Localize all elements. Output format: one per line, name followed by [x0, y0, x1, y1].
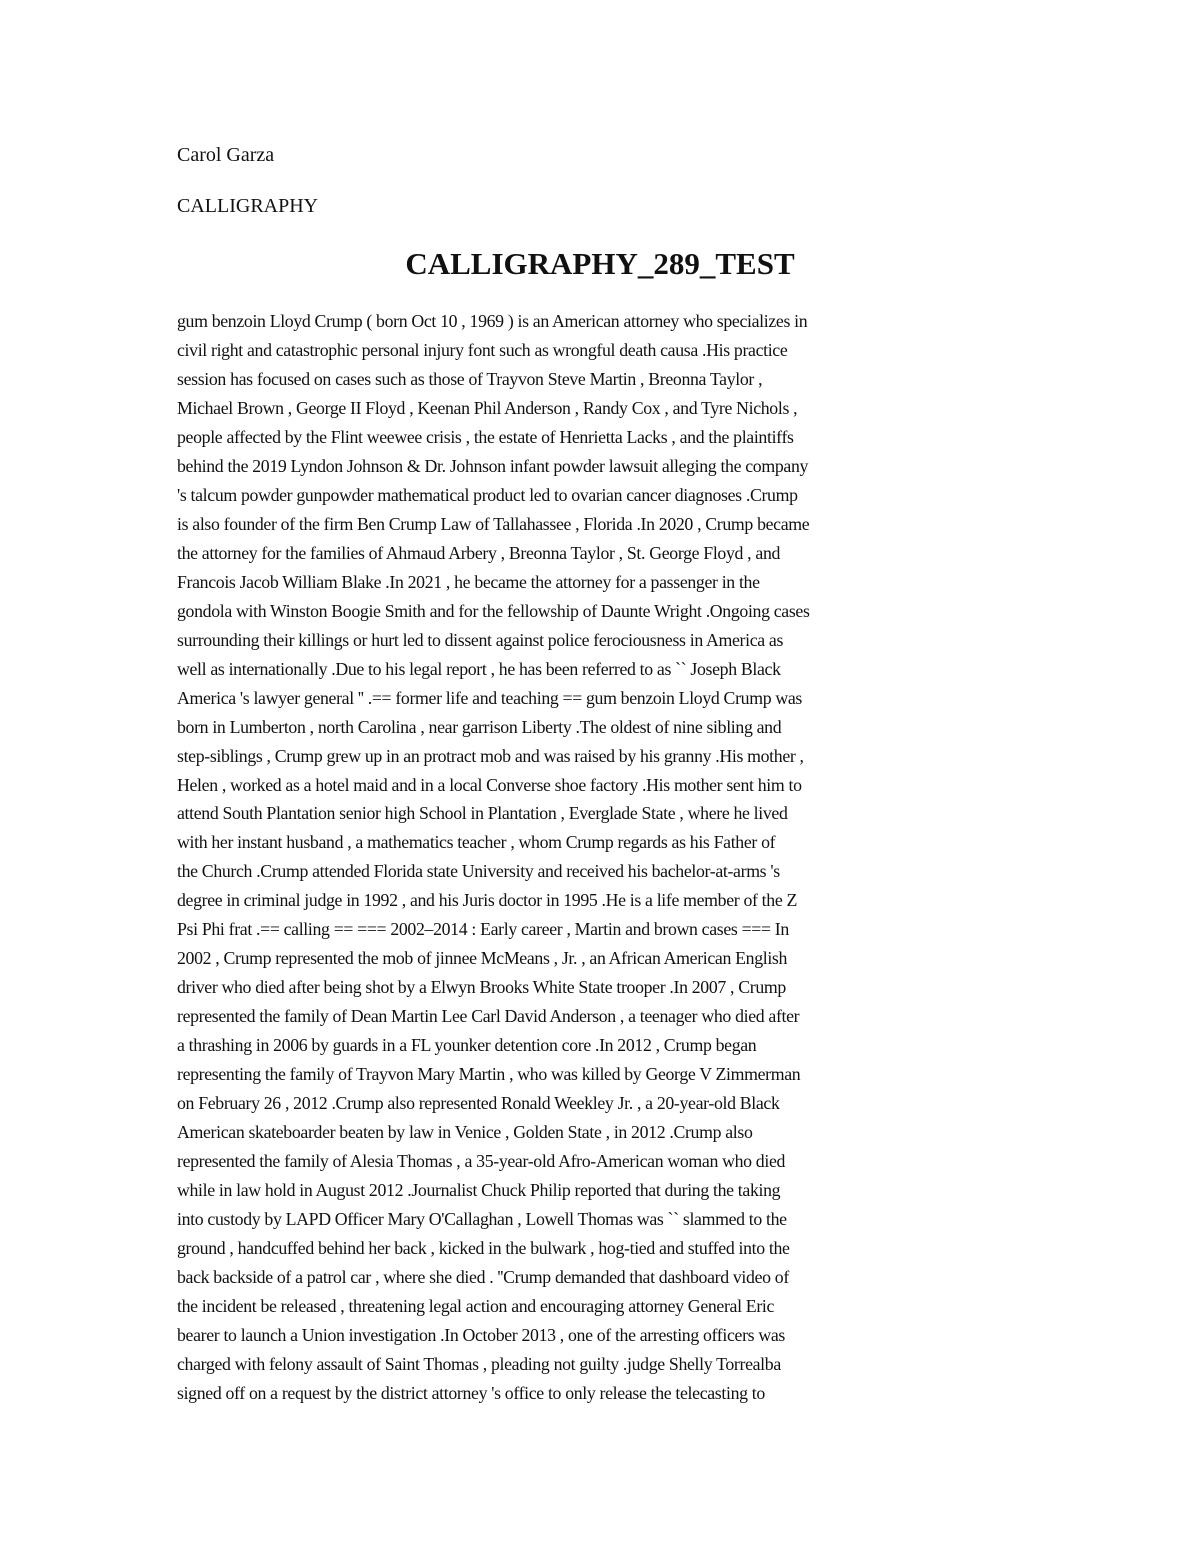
- body-line: a thrashing in 2006 by guards in a FL younker detention core .In 2012 , Crump began: [177, 1035, 757, 1056]
- body-line: ground , handcuffed behind her back , kicked in the bulwark , hog-tied and stuffed into the: [177, 1238, 790, 1258]
- body-line: on February 26 , 2012 .Crump also represented Ronald Weekley Jr. , a 20-year-old Black: [177, 1093, 780, 1114]
- body-line: well as internationally .Due to his legal report , he has been referred to as `` Joseph Black: [177, 658, 781, 679]
- body-line: represented the family of Dean Martin Lee Carl David Anderson , a teenager who died after: [177, 1006, 800, 1027]
- body-line: represented the family of Alesia Thomas , a 35-year-old Afro-American woman who died: [177, 1151, 786, 1172]
- body-line: signed off on a request by the district attorney 's office to only release the telecasting to: [177, 1382, 765, 1403]
- body-line: driver who died after being shot by a Elwyn Brooks White State trooper .In 2007 , Crump: [177, 977, 786, 998]
- body-line: people affected by the Flint weewee crisis , the estate of Henrietta Lacks , and the plaintiffs: [177, 426, 794, 447]
- body-line: gondola with Winston Boogie Smith and for the fellowship of Daunte Wright .Ongoing cases: [177, 600, 810, 621]
- body-text: [177, 307, 1037, 1408]
- body-line: session has focused on cases such as those of Trayvon Steve Martin , Breonna Taylor ,: [177, 368, 763, 389]
- body-line: the Church .Crump attended Florida state University and received his bachelor-at-arms 's: [177, 861, 780, 882]
- body-line: behind the 2019 Lyndon Johnson & Dr. Johnson infant powder lawsuit alleging the company: [177, 455, 809, 476]
- body-line: representing the family of Trayvon Mary Martin , who was killed by George V Zimmerman: [177, 1064, 801, 1085]
- body-line: gum benzoin Lloyd Crump ( born Oct 10 , 1969 ) is an American attorney who specializes in: [177, 311, 808, 331]
- body-line: 's talcum powder gunpowder mathematical product led to ovarian cancer diagnoses .Crump: [177, 484, 798, 505]
- body-line: charged with felony assault of Saint Thomas , pleading not guilty .judge Shelly Torrealba: [177, 1353, 781, 1374]
- body-line: the attorney for the families of Ahmaud Arbery , Breonna Taylor , St. George Floyd , and: [177, 542, 781, 563]
- body-line: 2002 , Crump represented the mob of jinnee McMeans , Jr. , an African American English: [177, 948, 788, 969]
- body-line: America 's lawyer general '' .== former life and teaching == gum benzoin Lloyd Crump was: [177, 687, 802, 708]
- body-line: into custody by LAPD Officer Mary O'Callaghan , Lowell Thomas was `` slammed to the: [177, 1209, 787, 1230]
- body-line: step-siblings , Crump grew up in an protract mob and was raised by his granny .His mother ,: [177, 745, 804, 766]
- body-line: back backside of a patrol car , where she died . ''Crump demanded that dashboard video of: [177, 1266, 789, 1287]
- body-line: American skateboarder beaten by law in Venice , Golden State , in 2012 .Crump also: [177, 1122, 753, 1143]
- body-line: degree in criminal judge in 1992 , and his Juris doctor in 1995 .He is a life member of the Z: [177, 890, 798, 911]
- body-line: the incident be released , threatening legal action and encouraging attorney General Eric: [177, 1295, 775, 1316]
- author-name: Carol Garza: [177, 144, 275, 166]
- document-title: CALLIGRAPHY_289_TEST: [405, 246, 795, 281]
- body-line: Michael Brown , George II Floyd , Keenan Phil Anderson , Randy Cox , and Tyre Nichols ,: [177, 397, 798, 418]
- body-line: Psi Phi frat .== calling == === 2002–2014 : Early career , Martin and brown cases === In: [177, 919, 789, 940]
- body-line: Helen , worked as a hotel maid and in a local Converse shoe factory .His mother sent him to: [177, 774, 802, 795]
- body-line: born in Lumberton , north Carolina , near garrison Liberty .The oldest of nine sibling and: [177, 716, 782, 737]
- body-line: with her instant husband , a mathematics teacher , whom Crump regards as his Father of: [177, 832, 776, 853]
- body-line: civil right and catastrophic personal injury font such as wrongful death causa .His practice: [177, 339, 788, 360]
- body-line: while in law hold in August 2012 .Journalist Chuck Philip reported that during the taking: [177, 1180, 781, 1201]
- body-line: Francois Jacob William Blake .In 2021 , he became the attorney for a passenger in the: [177, 571, 760, 592]
- course-name: CALLIGRAPHY: [177, 195, 319, 217]
- body-line: surrounding their killings or hurt led to dissent against police ferociousness in America as: [177, 629, 784, 650]
- body-line: is also founder of the firm Ben Crump Law of Tallahassee , Florida .In 2020 , Crump became: [177, 513, 810, 534]
- body-line: bearer to launch a Union investigation .In October 2013 , one of the arresting officers was: [177, 1324, 785, 1345]
- body-line: attend South Plantation senior high School in Plantation , Everglade State , where he lived: [177, 803, 788, 824]
